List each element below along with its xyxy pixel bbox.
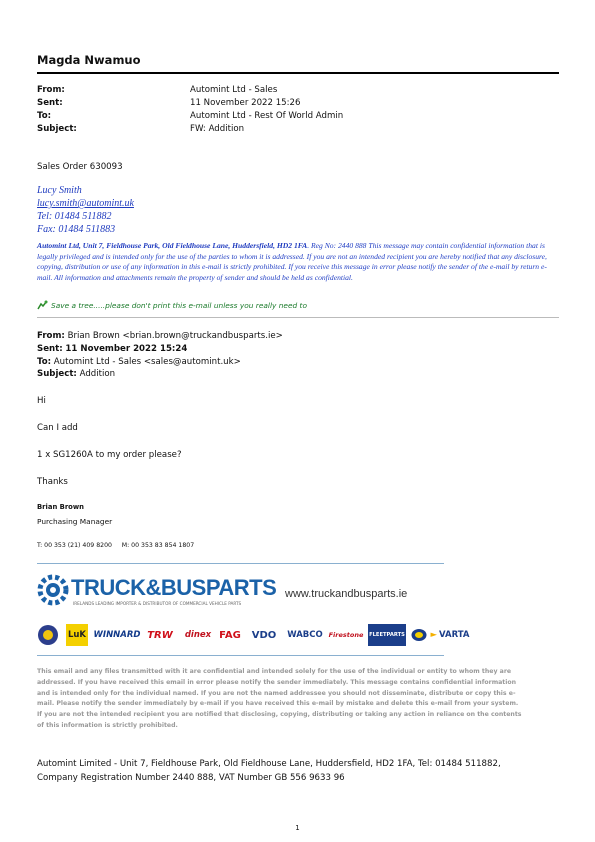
header-to-value: Automint Ltd - Rest Of World Admin xyxy=(190,111,344,121)
brand-name: TRUCK&BUSPARTS xyxy=(71,575,277,600)
fwd-sent-label: Sent: xyxy=(37,343,63,354)
brand-url[interactable]: www.truckandbusparts.ie xyxy=(285,588,408,600)
partner-logo-fag: FAG xyxy=(219,629,241,641)
email-header xyxy=(0,0,595,140)
document-title: Magda Nwamuo xyxy=(37,53,141,67)
fwd-to-value: Automint Ltd - Sales <sales@automint.uk> xyxy=(53,356,241,367)
body-greeting: Hi xyxy=(37,396,46,406)
logo-top-rule xyxy=(37,563,444,564)
fwd-from-value: Brian Brown <brian.brown@truckandbusparts.ie> xyxy=(67,331,283,341)
fwd-subject-label: Subject: xyxy=(37,369,77,380)
tree-icon xyxy=(37,300,48,310)
sender-name: Brian Brown xyxy=(37,503,84,511)
partner-varta-label: VARTA xyxy=(439,630,470,640)
brand-tagline: IRELANDS LEADING IMPORTER & DISTRIBUTOR OF COMMERCIAL VEHICLE PARTS xyxy=(73,601,242,606)
save-tree-text: Save a tree.....please don't print this e-mail unless you really need to xyxy=(51,301,307,310)
sales-order: Sales Order 630093 xyxy=(37,162,123,172)
forward-separator xyxy=(37,317,559,318)
page-number: 1 xyxy=(295,824,300,832)
header-sent-value: 11 November 2022 15:26 xyxy=(190,98,301,108)
legal-notice xyxy=(37,241,558,283)
header-sent-label: Sent: xyxy=(37,98,63,108)
partner-logo-fleetparts: FLEETPARTS xyxy=(368,624,406,646)
legal-address: Automint Ltd, Unit 7, Fieldhouse Park, Old Fieldhouse Lane, Huddersfield, HD2 1FA xyxy=(37,241,308,250)
logo-bottom-rule xyxy=(37,655,444,656)
fwd-to-label: To: xyxy=(37,356,52,367)
partner-logo-trw: TRW xyxy=(147,629,173,641)
body-line1: Can I add xyxy=(37,423,78,433)
forwarded-header xyxy=(37,330,283,381)
partner-logo-vdo: VDO xyxy=(251,629,277,641)
signature-email-link[interactable]: lucy.smith@automint.uk xyxy=(37,198,134,209)
header-from-value: Automint Ltd - Sales xyxy=(190,85,278,95)
partner-logo-varta xyxy=(430,624,470,646)
brand-logo xyxy=(37,572,277,612)
save-tree-note xyxy=(37,300,307,310)
signature-block xyxy=(37,184,134,236)
header-subject-label: Subject: xyxy=(37,124,77,134)
fwd-from-label: From: xyxy=(37,331,65,341)
signature-name: Lucy Smith xyxy=(37,185,82,196)
partner-logo-winnard: WINNARD xyxy=(93,630,141,640)
header-subject-value: FW: Addition xyxy=(190,124,245,134)
company-footer: Automint Limited - Unit 7, Fieldhouse Park, Old Fieldhouse Lane, Huddersfield, HD2 1FA, Tel: 01484 511882, Company Registration Number 2440 888, VAT Number GB 556 9633 96 xyxy=(37,759,501,783)
legal-text: . Reg No: 2440 888 This message may contain confidential information that is legally privileged and is intended only for the use of the parties to whom it is addressed. If you are not an intended recipient you are hereby notified that any disclosure, copying, distribution or use of any information in this e-mail is strictly prohibited. If you receive this message in error please notify the sender of the e-mail by return e-mail. All information and attachments remain the property of sender and should be held as confidential. xyxy=(37,241,547,282)
body-thanks: Thanks xyxy=(37,477,68,487)
email-disclaimer: This email and any files transmitted with it are confidential and intended solely for the use of the individual or entity to whom they are addressed. If you have received this email in error please notify the sender immediately. This message contains confidential information and is intended only for the individual named. If you are not the named addressee you should not disseminate, distribute or copy this e-mail. Please notify the sender immediately by e-mail if you have received this e-mail by mistake and delete this e-mail from your system. If you are not the intended recipient you are notified that disclosing, copying, distributing or taking any action in reliance on the contents of this information is strictly prohibited. xyxy=(37,668,522,729)
signature-fax: Fax: 01484 511883 xyxy=(37,224,116,235)
gear-icon xyxy=(37,574,69,606)
header-to-label: To: xyxy=(37,111,52,121)
partner-logo-badge xyxy=(37,624,61,646)
partner-logo-oval xyxy=(411,627,427,643)
partner-logo-luk: LuK xyxy=(66,624,88,646)
varta-mark-icon: ► xyxy=(430,630,438,640)
partner-logo-firestone: Firestone xyxy=(328,631,364,639)
header-from-label: From: xyxy=(37,85,65,95)
fwd-sent-value: 11 November 2022 15:24 xyxy=(65,343,188,354)
signature-tel: Tel: 01484 511882 xyxy=(37,211,112,222)
fwd-subject-value: Addition xyxy=(79,369,116,380)
body-line2: 1 x SG1260A to my order please? xyxy=(37,450,182,460)
partner-logo-wabco: WABCO xyxy=(287,630,323,640)
partner-logo-dinex: dinex xyxy=(184,630,212,640)
sender-phones: T: 00 353 (21) 409 8200 M: 00 353 83 854 1807 xyxy=(37,542,195,549)
sender-role: Purchasing Manager xyxy=(37,517,113,526)
